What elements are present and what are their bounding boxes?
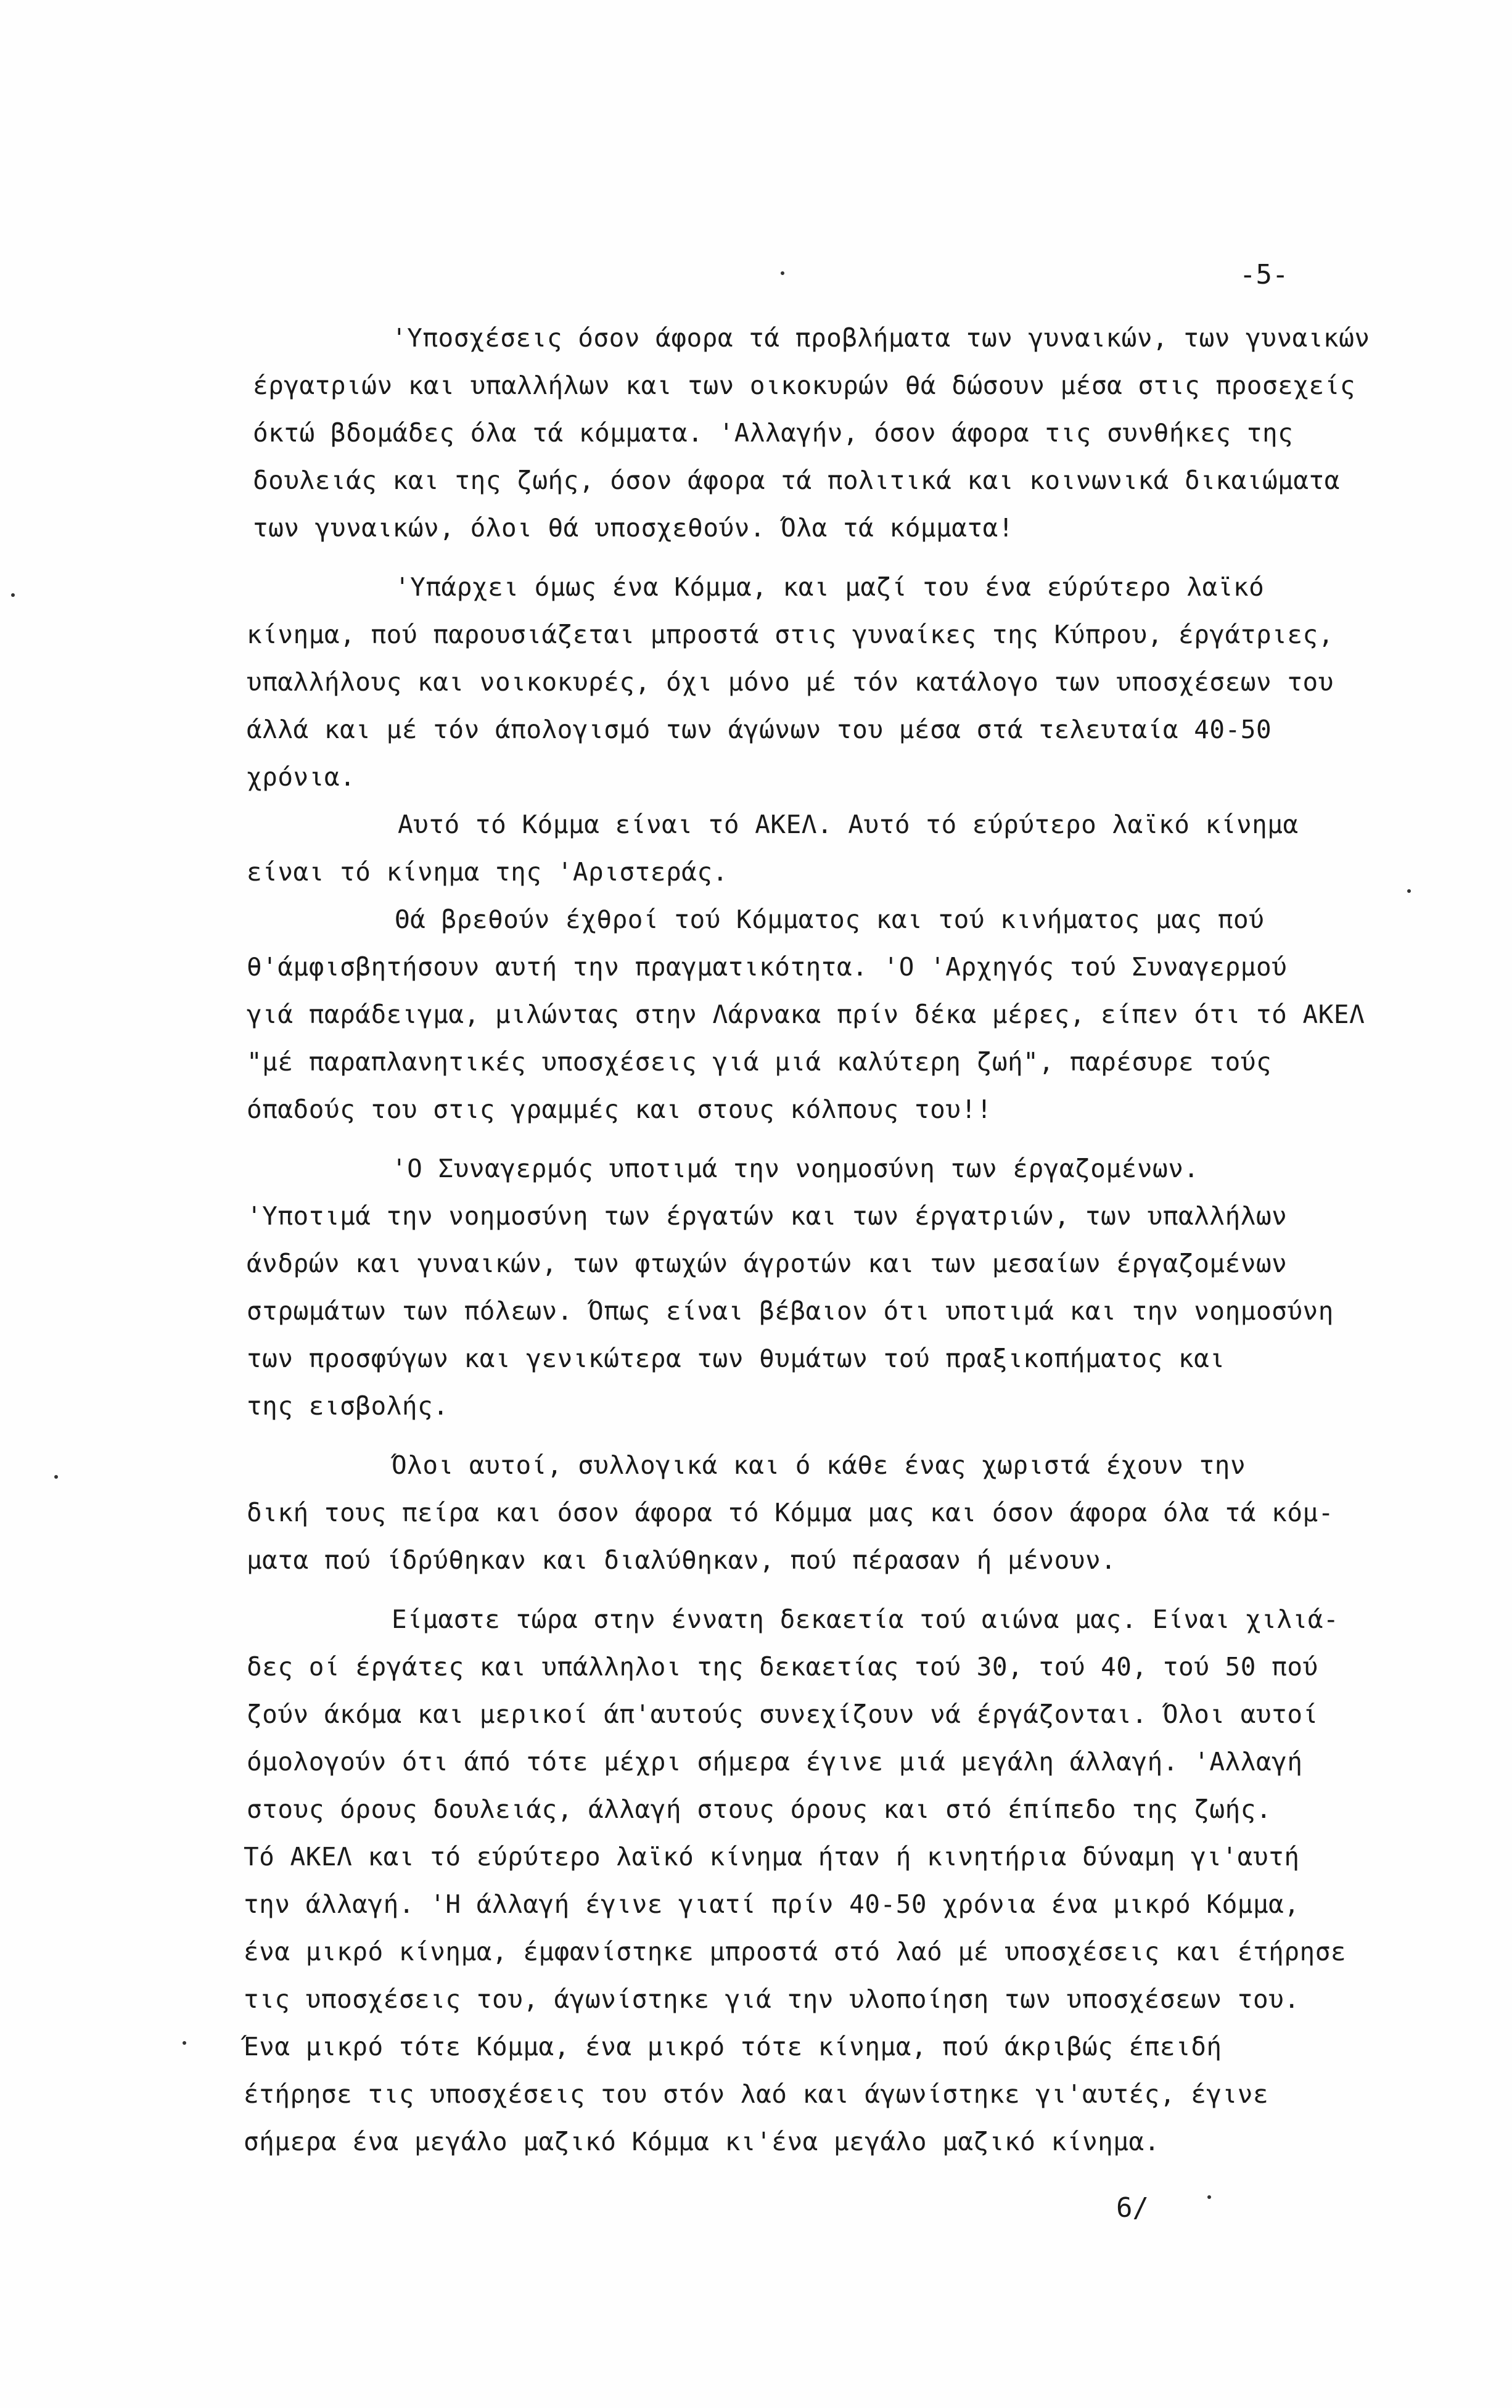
text-line: Ένα μικρό τότε Κόμμα, ένα μικρό τότε κίνημα, πού άκριβώς έπειδή: [244, 2032, 1222, 2061]
text-line: τις υποσχέσεις του, άγωνίστηκε γιά την υλοποίηση των υποσχέσεων του.: [244, 1984, 1300, 2014]
text-line: 'Υποτιμά την νοημοσύνη των έργατών και των έργατριών, των υπαλλήλων: [247, 1201, 1288, 1231]
text-line: υπαλλήλους και νοικοκυρές, όχι μόνο μέ τόν κατάλογο των υποσχέσεων του: [247, 667, 1334, 697]
text-line: 'Ο Συναγερμός υποτιμά την νοημοσύνη των έργαζομένων.: [392, 1154, 1199, 1183]
text-line: την άλλαγή. 'Η άλλαγή έγινε γιατί πρίν 40-50 χρόνια ένα μικρό Κόμμα,: [244, 1889, 1300, 1919]
text-line: δική τους πείρα και όσον άφορα τό Κόμμα μας και όσον άφορα όλα τά κόμ-: [247, 1498, 1334, 1527]
text-line: ένα μικρό κίνημα, έμφανίστηκε μπροστά στό λαό μέ υποσχέσεις και έτήρησε: [244, 1937, 1347, 1966]
text-line: ζούν άκόμα και μερικοί άπ'αυτούς συνεχίζουν νά έργάζονται. Όλοι αυτοί: [247, 1699, 1318, 1729]
text-line: όκτώ βδομάδες όλα τά κόμματα. 'Αλλαγήν, όσον άφορα τις συνθήκες της: [253, 418, 1294, 448]
text-line: Όλοι αυτοί, συλλογικά και ό κάθε ένας χωριστά έχουν την: [392, 1450, 1246, 1480]
text-line: Αυτό τό Κόμμα είναι τό ΑΚΕΛ. Αυτό τό εύρύτερο λαϊκό κίνημα: [398, 810, 1299, 839]
text-line: στρωμάτων των πόλεων. Όπως είναι βέβαιον ότι υποτιμά και την νοημοσύνη: [247, 1296, 1334, 1326]
text-line: θ'άμφισβητήσουν αυτή την πραγματικότητα. 'Ο 'Αρχηγός τού Συναγερμού: [247, 952, 1288, 982]
text-line: στους όρους δουλειάς, άλλαγή στους όρους και στό έπίπεδο της ζωής.: [247, 1794, 1272, 1824]
text-line: της εισβολής.: [247, 1391, 449, 1421]
text-line: άλλά και μέ τόν άπολογισμό των άγώνων του μέσα στά τελευταία 40-50: [247, 715, 1272, 744]
text-line: έργατριών και υπαλλήλων και των οικοκυρών θά δώσουν μέσα στις προσεχείς: [253, 371, 1356, 400]
text-line: χρόνια.: [247, 762, 356, 792]
text-line: δες οί έργάτες και υπάλληλοι της δεκαετίας τού 30, τού 40, τού 50 πού: [247, 1652, 1318, 1682]
text-line: 'Υπάρχει όμως ένα Κόμμα, και μαζί του ένα εύρύτερο λαϊκό: [395, 572, 1265, 602]
scan-speck: [781, 271, 784, 275]
continuation-marker: 6/: [1116, 2192, 1149, 2224]
text-line: άνδρών και γυναικών, των φτωχών άγροτών και των μεσαίων έργαζομένων: [247, 1249, 1288, 1278]
scan-speck: [183, 2041, 186, 2045]
scan-speck: [1207, 2195, 1211, 2199]
text-line: Είμαστε τώρα στην έννατη δεκαετία τού αιώνα μας. Είναι χιλιά-: [392, 1605, 1339, 1634]
text-line: γιά παράδειγμα, μιλώντας στην Λάρνακα πρίν δέκα μέρες, είπεν ότι τό ΑΚΕΛ: [247, 1000, 1365, 1029]
text-line: έτήρησε τις υποσχέσεις του στόν λαό και άγωνίστηκε γι'αυτές, έγινε: [244, 2079, 1269, 2109]
text-line: κίνημα, πού παρουσιάζεται μπροστά στις γυναίκες της Κύπρου, έργάτριες,: [247, 620, 1334, 649]
scan-speck: [11, 593, 15, 597]
text-line: όμολογούν ότι άπό τότε μέχρι σήμερα έγινε μιά μεγάλη άλλαγή. 'Αλλαγή: [247, 1747, 1303, 1777]
text-line: των προσφύγων και γενικώτερα των θυμάτων τού πραξικοπήματος και: [247, 1344, 1225, 1373]
page-number: -5-: [1239, 259, 1289, 290]
text-line: Τό ΑΚΕΛ και τό εύρύτερο λαϊκό κίνημα ήταν ή κινητήρια δύναμη γι'αυτή: [244, 1842, 1300, 1872]
text-line: δουλειάς και της ζωής, όσον άφορα τά πολιτικά και κοινωνικά δικαιώματα: [253, 466, 1340, 495]
text-line: 'Υποσχέσεις όσον άφορα τά προβλήματα των γυναικών, των γυναικών: [392, 323, 1370, 353]
scan-speck: [54, 1475, 58, 1479]
text-line: "μέ παραπλανητικές υποσχέσεις γιά μιά καλύτερη ζωή", παρέσυρε τούς: [247, 1047, 1272, 1077]
text-line: των γυναικών, όλοι θά υποσχεθούν. Όλα τά κόμματα!: [253, 513, 1014, 543]
text-line: όπαδούς του στις γραμμές και στους κόλπους του!!: [247, 1095, 992, 1124]
text-line: είναι τό κίνημα της 'Αριστεράς.: [247, 857, 728, 887]
text-line: Θά βρεθούν έχθροί τού Κόμματος και τού κινήματος μας πού: [395, 905, 1265, 934]
text-line: ματα πού ίδρύθηκαν και διαλύθηκαν, πού πέρασαν ή μένουν.: [247, 1545, 1117, 1575]
scan-speck: [1407, 889, 1411, 893]
text-line: σήμερα ένα μεγάλο μαζικό Κόμμα κι'ένα μεγάλο μαζικό κίνημα.: [244, 2127, 1160, 2156]
